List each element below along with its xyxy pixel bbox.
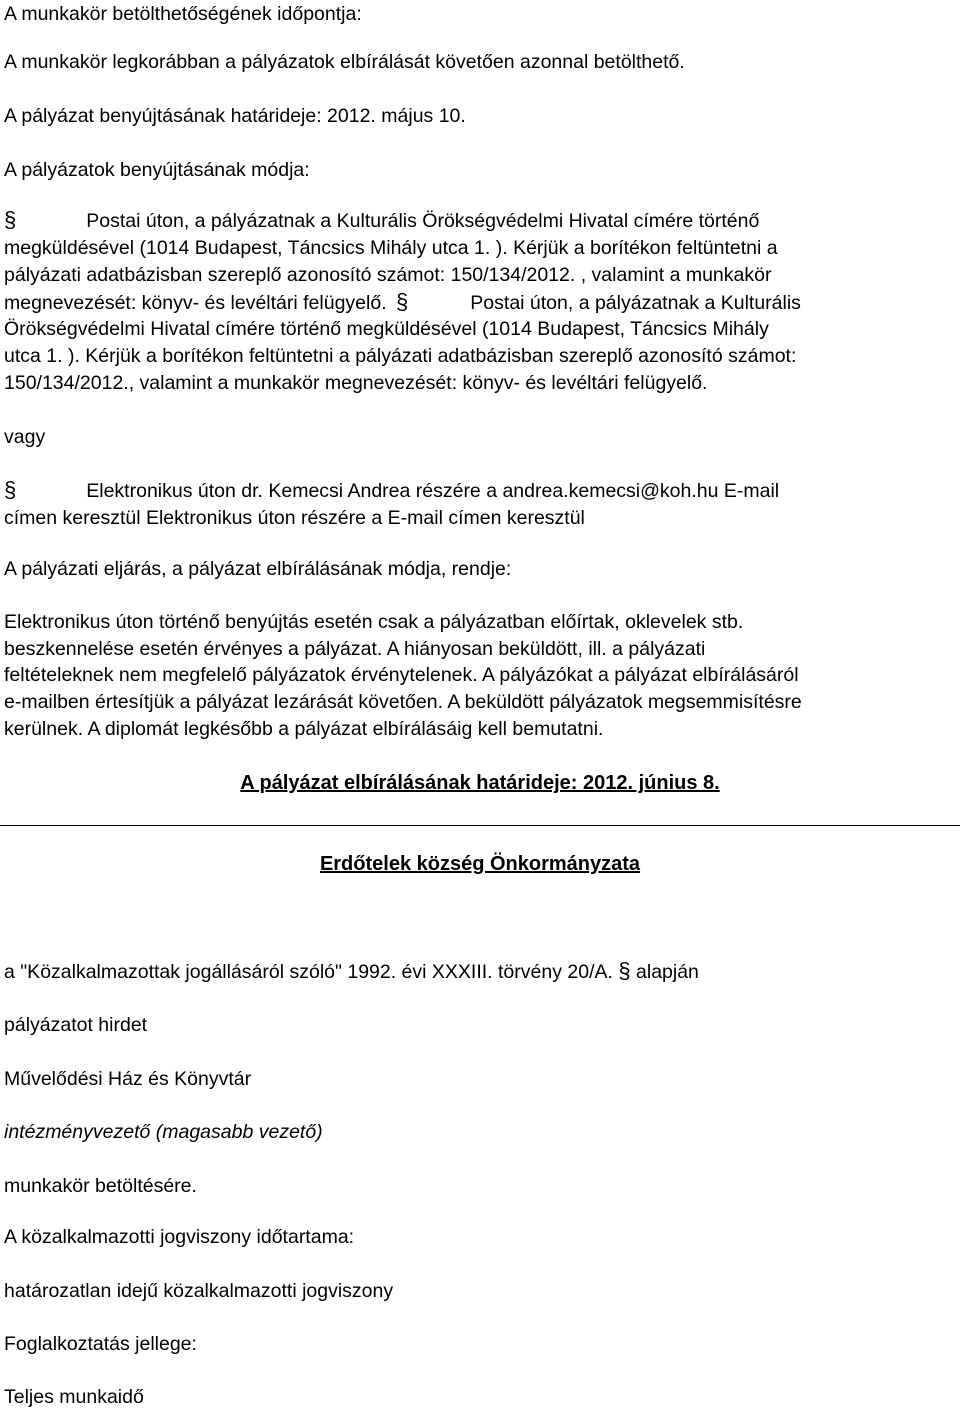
text-span: Postai úton, a pályázatnak a Kulturális (470, 292, 801, 314)
text-line: vagy (4, 426, 46, 448)
text-line: A pályázat benyújtásának határideje: 2012. május 10. (4, 105, 466, 127)
text-line (4, 478, 779, 503)
section-sign: § (618, 958, 631, 983)
section-sign: § (396, 289, 409, 314)
text-line: Teljes munkaidő (4, 1386, 144, 1408)
text-line: címen keresztül Elektronikus úton részére a E-mail címen keresztül (4, 507, 585, 529)
text-span: a "Közalkalmazottak jogállásáról szóló" 1992. évi XXXIII. törvény 20/A. (4, 961, 613, 983)
text-span: Postai úton, a pályázatnak a Kulturális Örökségvédelmi Hivatal címére történő (86, 210, 760, 232)
text-line: kerülnek. A diplomát legkésőbb a pályázat elbírálásáig kell bemutatni. (4, 718, 604, 740)
text-line (4, 290, 801, 315)
text-line: Művelődési Ház és Könyvtár (4, 1068, 252, 1090)
text-span: A pályázat elbírálásának határideje: 2012. június 8. (240, 772, 720, 794)
text-line (4, 959, 699, 984)
text-line (4, 208, 759, 233)
text-line: A közalkalmazotti jogviszony időtartama: (4, 1226, 355, 1248)
section-sign: § (4, 477, 17, 502)
text-line: A munkakör legkorábban a pályázatok elbírálását követően azonnal betölthető. (4, 51, 685, 73)
text-line: A pályázatok benyújtásának módja: (4, 159, 310, 181)
deadline-heading (0, 771, 960, 795)
text-line (4, 1120, 323, 1144)
text-line: feltételeknek nem megfelelő pályázatok érvénytelenek. A pályázókat a pályázat elbírálásáról (4, 664, 799, 686)
text-line: utca 1. ). Kérjük a borítékon feltüntetni a pályázati adatbázisban szereplő azonosító számot: (4, 345, 797, 367)
text-line: Elektronikus úton történő benyújtás esetén csak a pályázatban előírtak, oklevelek stb. (4, 611, 744, 633)
text-span: alapján (636, 961, 699, 983)
text-line: e-mailben értesítjük a pályázat lezárását követően. A beküldött pályázatok megsemmisítésre (4, 691, 802, 713)
text-span: Elektronikus úton dr. Kemecsi Andrea részére a andrea.kemecsi@koh.hu E-mail (86, 480, 780, 502)
text-line: A munkakör betölthetőségének időpontja: (4, 3, 362, 25)
text-line: pályázati adatbázisban szereplő azonosító számot: 150/134/2012. , valamint a munkakör (4, 264, 772, 286)
text-line: pályázatot hirdet (4, 1014, 148, 1036)
text-line: 150/134/2012., valamint a munkakör megnevezését: könyv- és levéltári felügyelő. (4, 372, 708, 394)
organization-heading (0, 852, 960, 876)
text-line: határozatlan idejű közalkalmazotti jogviszony (4, 1280, 394, 1302)
section-sign: § (4, 207, 17, 232)
text-line: Örökségvédelmi Hivatal címére történő megküldésével (1014 Budapest, Táncsics Mihály (4, 318, 769, 340)
text-line: A pályázati eljárás, a pályázat elbírálásának módja, rendje: (4, 558, 512, 580)
text-line: megküldésével (1014 Budapest, Táncsics Mihály utca 1. ). Kérjük a borítékon feltüntetni a (4, 237, 778, 259)
text-span: intézményvezető (magasabb vezető) (4, 1121, 323, 1143)
text-line: Foglalkoztatás jellege: (4, 1333, 197, 1355)
text-span: Erdőtelek község Önkormányzata (319, 853, 641, 875)
text-span: megnevezését: könyv- és levéltári felügyelő. (4, 292, 387, 314)
horizontal-rule (0, 825, 960, 826)
text-line: beszkennelése esetén érvényes a pályázat. A hiányosan beküldött, ill. a pályázati (4, 638, 706, 660)
text-line: munkakör betöltésére. (4, 1175, 197, 1197)
